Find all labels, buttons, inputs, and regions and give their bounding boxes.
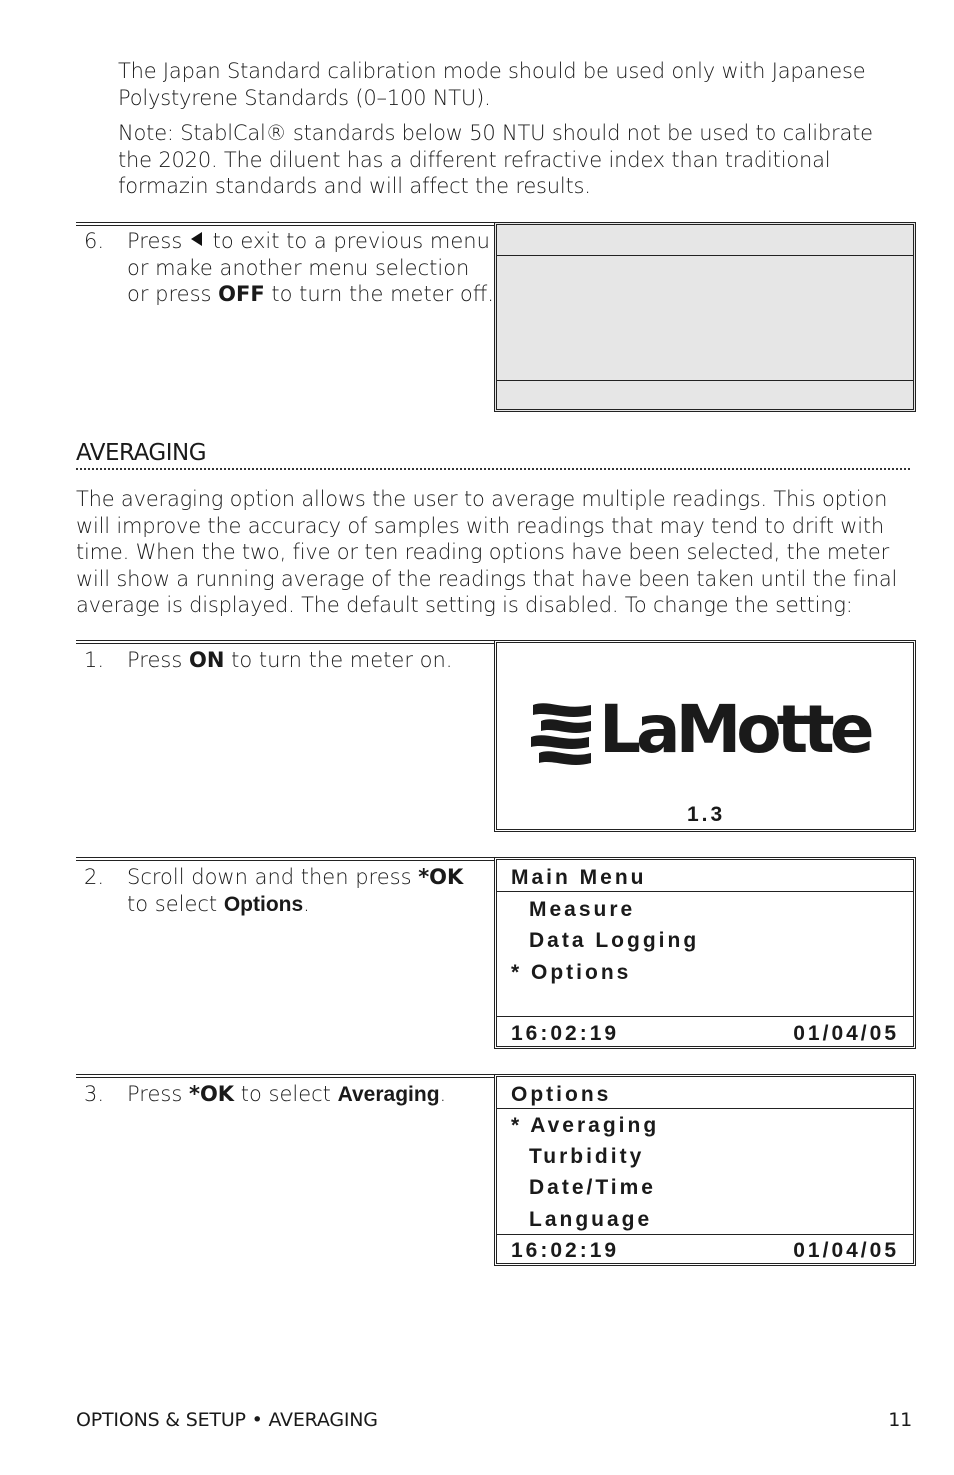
screen-title: Main Menu bbox=[511, 866, 647, 889]
off-key-label: OFF bbox=[218, 282, 265, 306]
screen-date: 01/04/05 bbox=[793, 1239, 899, 1262]
screen-time: 16:02:19 bbox=[511, 1239, 620, 1262]
menu-item-measure: Measure bbox=[529, 898, 636, 921]
step-text: Scroll down and then press *OK to select Options. bbox=[127, 865, 464, 916]
firmware-version: 1.3 bbox=[687, 803, 726, 826]
step-number: 1. bbox=[84, 648, 105, 672]
screen-time: 16:02:19 bbox=[511, 1022, 620, 1045]
section-heading: AVERAGING bbox=[76, 440, 207, 466]
step-1-rule bbox=[76, 640, 494, 641]
screen-divider bbox=[497, 255, 913, 256]
averaging-label: Averaging bbox=[337, 1083, 440, 1106]
step-1 bbox=[84, 647, 494, 687]
back-arrow-icon bbox=[191, 232, 202, 246]
ok-key-label: *OK bbox=[188, 1082, 235, 1106]
screen-divider bbox=[497, 380, 913, 381]
step-2-rule bbox=[76, 857, 494, 858]
section-body: The averaging option allows the user to average multiple readings. This option will improve the accuracy of samples with readings that may tend to drift with time. When the two, five or ten reading options have been selected, the meter will show a running average of the readings that have been taken until the final average is displayed. The default setting is disabled. To change the setting: bbox=[76, 487, 898, 617]
step-2 bbox=[84, 864, 494, 924]
step-3 bbox=[84, 1081, 494, 1111]
screen-divider bbox=[497, 1108, 913, 1109]
intro-paragraph-1: The Japan Standard calibration mode should be used only with Japanese Polystyrene Standards (0–100 NTU). bbox=[118, 59, 866, 110]
step-6 bbox=[84, 228, 494, 308]
meter-screen-options bbox=[494, 1074, 916, 1266]
step-3-rule bbox=[76, 1074, 494, 1075]
lamotte-wave-icon bbox=[529, 699, 595, 769]
dotted-divider bbox=[76, 468, 910, 470]
lamotte-logo bbox=[529, 691, 879, 769]
step-text: Press ON to turn the meter on. bbox=[127, 648, 453, 672]
step-number: 2. bbox=[84, 865, 105, 889]
menu-item-date-time: Date/Time bbox=[529, 1176, 656, 1199]
screen-divider bbox=[497, 1234, 913, 1235]
logo-wordmark: LaMotte bbox=[599, 691, 870, 768]
on-key-label: ON bbox=[188, 648, 225, 672]
step-text: Press to exit to a previous menu or make another menu selection or press OFF to turn the meter off. bbox=[127, 229, 494, 306]
meter-screen-blank bbox=[494, 222, 916, 412]
step-6-rule bbox=[76, 222, 494, 223]
intro-paragraph-2: Note: StablCal® standards below 50 NTU should not be used to calibrate the 2020. The diluent has a different refractive index than traditional formazin standards and will affect the results. bbox=[118, 121, 873, 198]
screen-date: 01/04/05 bbox=[793, 1022, 899, 1045]
step-text: Press *OK to select Averaging. bbox=[127, 1082, 447, 1106]
menu-item-averaging: * Averaging bbox=[511, 1114, 660, 1137]
meter-screen-splash bbox=[494, 640, 916, 832]
options-label: Options bbox=[223, 892, 304, 916]
screen-divider bbox=[497, 891, 913, 892]
screen-title: Options bbox=[511, 1083, 612, 1106]
footer-page-number: 11 bbox=[888, 1409, 912, 1431]
meter-screen-main-menu bbox=[494, 857, 916, 1049]
menu-item-language: Language bbox=[529, 1208, 653, 1231]
footer-section-title: OPTIONS & SETUP • AVERAGING bbox=[76, 1409, 378, 1431]
menu-item-options: * Options bbox=[511, 961, 632, 984]
step-number: 6. bbox=[84, 229, 105, 253]
ok-key-label: *OK bbox=[418, 865, 464, 889]
menu-item-data-logging: Data Logging bbox=[529, 929, 700, 952]
step-number: 3. bbox=[84, 1082, 105, 1106]
menu-item-turbidity: Turbidity bbox=[529, 1145, 645, 1168]
screen-divider bbox=[497, 1016, 913, 1017]
